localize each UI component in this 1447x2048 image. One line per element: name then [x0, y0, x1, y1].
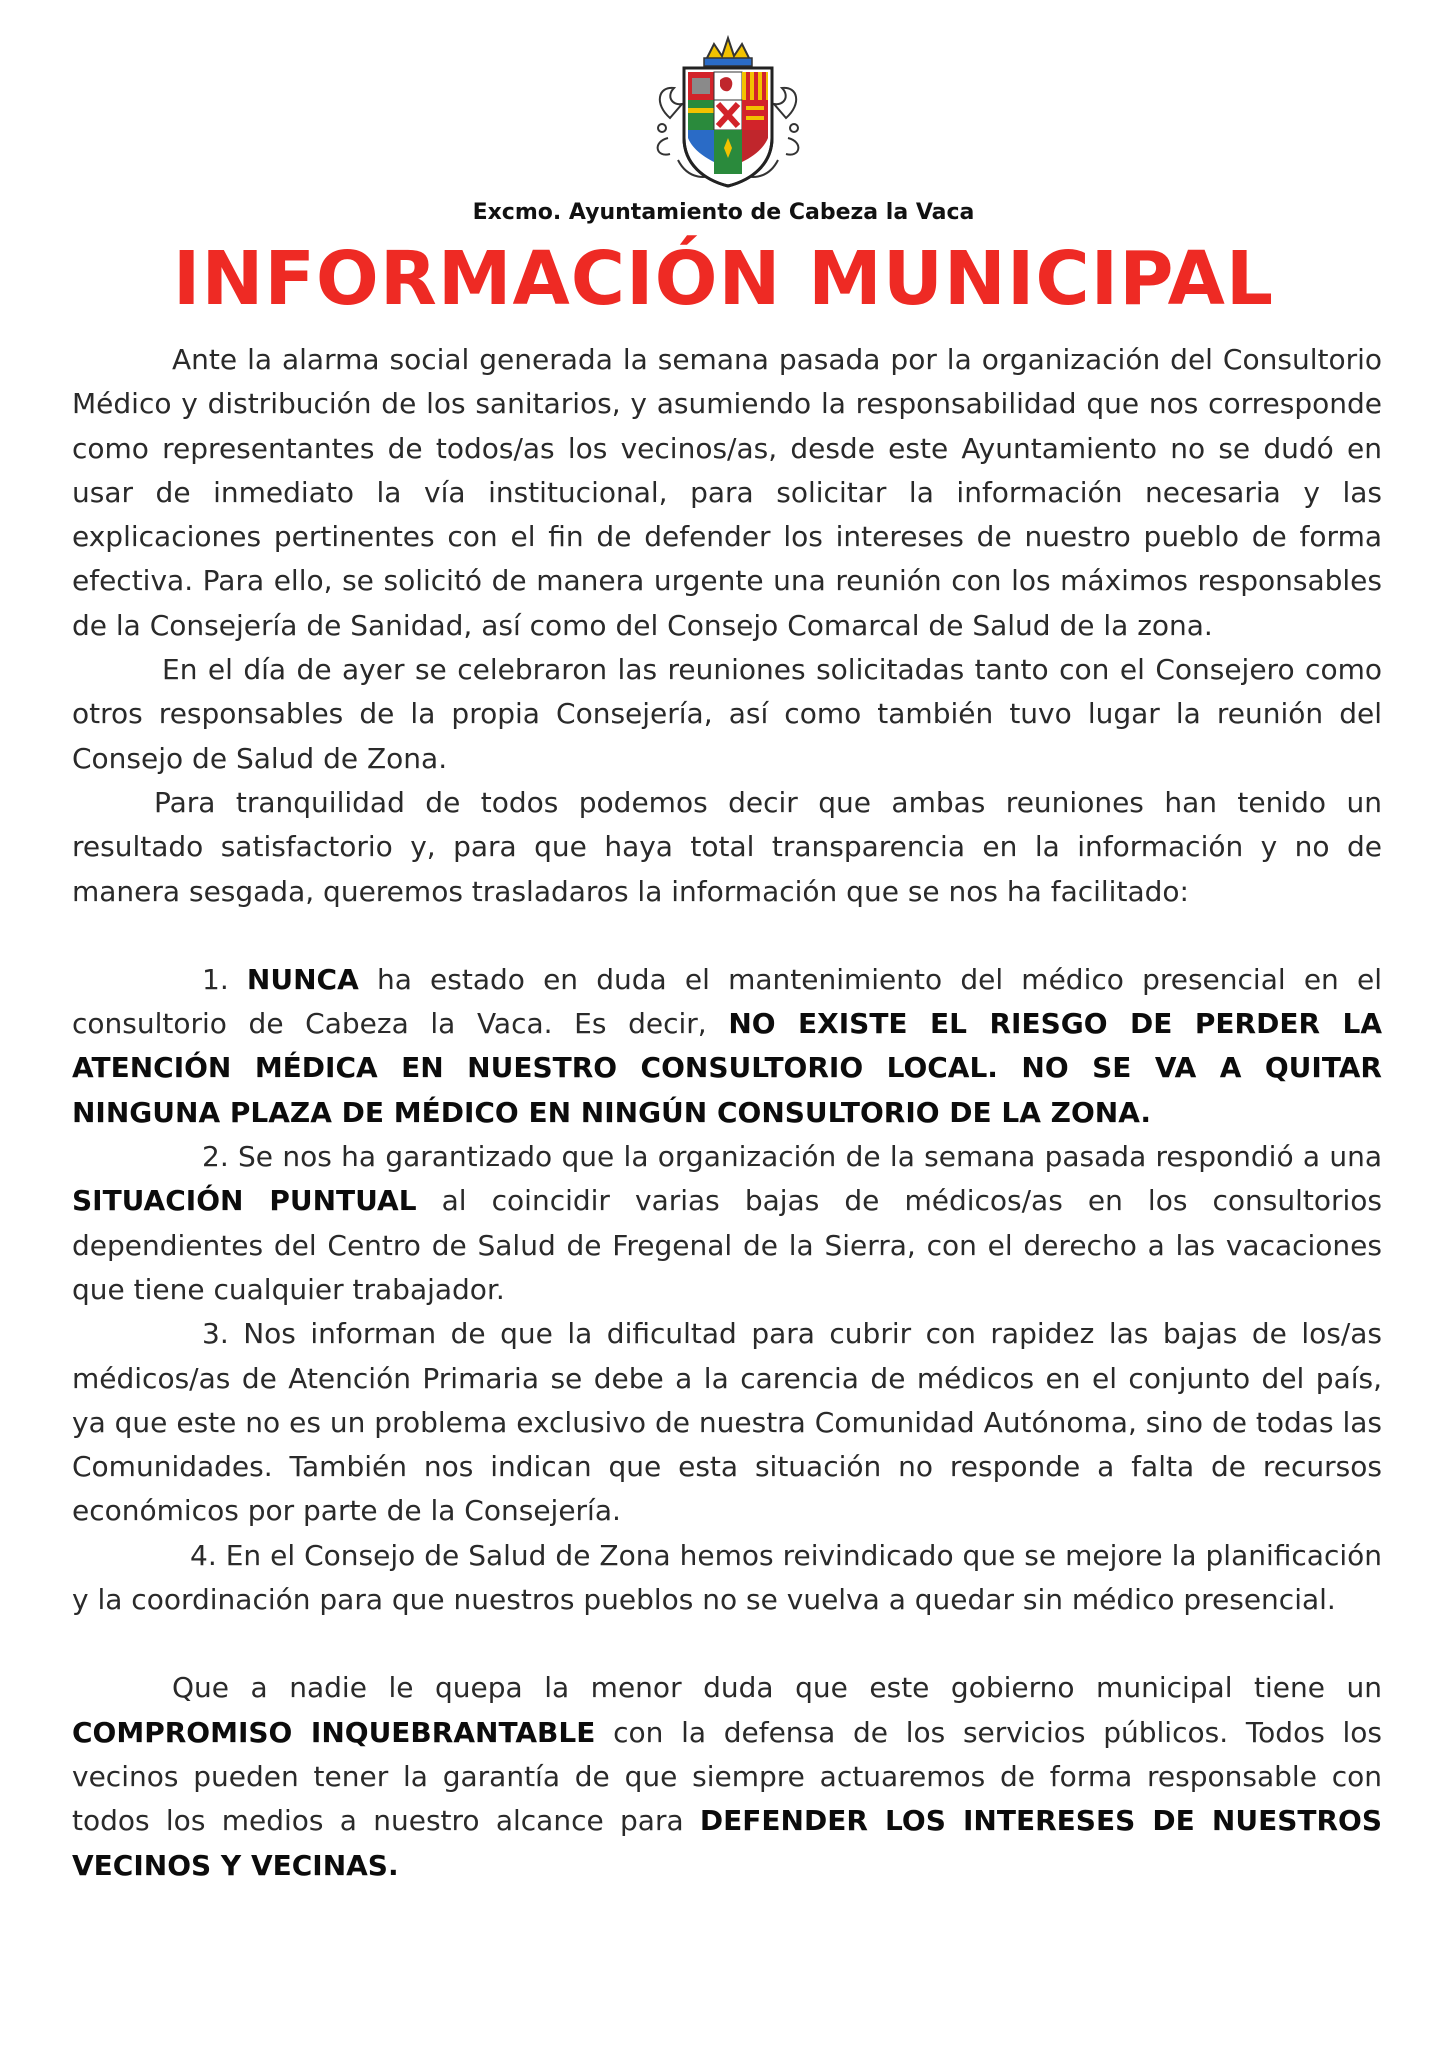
list-item-text: Se nos ha garantizado que la organización de la semana pasada respondió a una [228, 1140, 1382, 1174]
intro-paragraph-1: Ante la alarma social generada la semana pasada por la organización del Consultorio Médico y distribución de los sanitarios, y asumiendo la responsabilidad que nos corresponde como representantes de todos/as los vecinos/as, desde este Ayuntamiento no se dudó en usar de inmediato la vía institucional, para solicitar la información necesaria y las explicaciones pertinentes con el fin de defender los intereses de nuestro pueblo de forma efectiva. Para ello, se solicitó de manera urgente una reunión con los máximos responsables de la Consejería de Sanidad, así como del Consejo Comarcal de Salud de la zona. [72, 343, 1382, 642]
list-item-4 [72, 1534, 1382, 1623]
emphasis-text: COMPROMISO INQUEBRANTABLE [72, 1715, 596, 1749]
list-item-number: 4. [190, 1538, 217, 1572]
intro-paragraph-2: En el día de ayer se celebraron las reuniones solicitadas tanto con el Consejero como otros responsables de la propia Consejería, así como también tuvo lugar la reunión del Consejo de Salud de Zona. [72, 653, 1382, 775]
emphasis-text: NO EXISTE EL RIESGO DE PERDER LA ATENCIÓN MÉDICA EN NUESTRO CONSULTORIO LOCAL. NO SE VA A QUITAR NINGUNA PLAZA DE MÉDICO EN NINGÚN CONSULTORIO DE LA ZONA. [72, 1007, 1382, 1129]
emphasis-text: DEFENDER LOS INTERESES DE NUESTROS VECINOS Y VECINAS. [72, 1804, 1383, 1882]
closing-text: Que a nadie le quepa la menor duda que este gobierno municipal tiene un [172, 1671, 1382, 1705]
list-item-2 [72, 1135, 1382, 1312]
list-item-text: Nos informan de que la dificultad para cubrir con rapidez las bajas de los/as médicos/as de Atención Primaria se debe a la carencia de médicos en el conjunto del país, ya que este no es un problema exclusivo de nuestra Comunidad Autónoma, sino de todas las Comunidades. También nos indican que esta situación no responde a falta de recursos económicos por parte de la Consejería. [72, 1317, 1382, 1528]
list-item-number: 1. [202, 962, 229, 996]
spacer [72, 1622, 1382, 1666]
list-item-text: al coincidir varias bajas de médicos/as en los consultorios dependientes del Centro de Salud de Fregenal de la Sierra, con el derecho a las vacaciones que tiene cualquier trabajador. [72, 1184, 1383, 1306]
closing-paragraph [72, 1666, 1382, 1887]
list-item-number: 2. [202, 1140, 229, 1174]
issuer-name: Excmo. Ayuntamiento de Cabeza la Vaca [472, 200, 975, 225]
closing-text: con la defensa de los servicios públicos. Todos los vecinos pueden tener la garantía de que siempre actuaremos de forma responsable con todos los medios a nuestro alcance para [72, 1715, 1383, 1838]
list-item-text: En el Consejo de Salud de Zona hemos reivindicado que se mejore la planificación y la coordinación para que nuestros pueblos no se vuelva a quedar sin médico presencial. [72, 1538, 1382, 1617]
spacer [72, 914, 1382, 958]
emphasis-text: NUNCA [246, 962, 359, 996]
notice-body [72, 338, 1382, 1888]
coat-of-arms-icon [648, 30, 808, 190]
list-item-number: 3. [202, 1317, 229, 1351]
emphasis-text: SITUACIÓN PUNTUAL [72, 1184, 417, 1218]
page-title: INFORMACIÓN MUNICIPAL [172, 236, 1275, 322]
list-item-1 [72, 958, 1382, 1135]
list-item-text: ha estado en duda el mantenimiento del médico presencial en el consultorio de Cabeza la Vaca. Es decir, [72, 962, 1383, 1041]
intro-paragraph-3: Para tranquilidad de todos podemos decir que ambas reuniones han tenido un resultado satisfactorio y, para que haya total transparencia en la información y no de manera sesgada, queremos trasladaros la información que se nos ha facilitado: [72, 785, 1382, 908]
list-item-3 [72, 1312, 1382, 1533]
